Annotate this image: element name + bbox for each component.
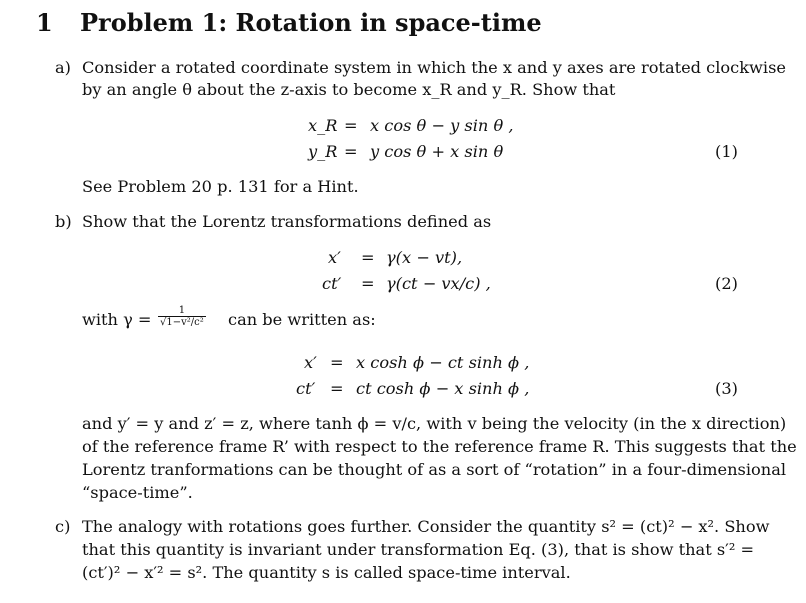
eq-hyperbolic-1-rhs: x cosh ϕ − ct sinh ϕ , [356,353,530,372]
part-b-paragraph-line-3: Lorentz tranformations can be thought of as a sort of “rotation” in a four-dimensional [82,460,787,479]
gamma-fraction [158,305,206,328]
hint-text: See Problem 20 p. 131 for a Hint. [82,177,359,196]
part-b-paragraph-line-2: of the reference frame R’ with respect to the reference frame R. This suggests that the [82,437,797,456]
equation-number-2: (2) [715,274,738,293]
eq1-lhs: x_R [308,116,338,135]
eq-hyperbolic-2-rel: = [330,379,344,398]
eq-lorentz-2-rel: = [361,274,375,293]
part-b-paragraph-line-1: and y′ = y and z′ = z, where tanh ϕ = v/c, with v being the velocity (in the x direction) [82,414,787,433]
eq-hyperbolic-2-rhs: ct cosh ϕ − x sinh ϕ , [356,379,530,398]
eq1-rel: = [344,116,358,135]
eq2-lhs: y_R [308,142,338,161]
part-c-line-2: that this quantity is invariant under transformation Eq. (3), that is show that s′² = [82,540,755,559]
eq2-rel: = [344,142,358,161]
part-b-intro: Show that the Lorentz transformations defined as [82,212,492,231]
eq-lorentz-2-rhs: γ(ct − vx/c) , [386,274,491,293]
gamma-numerator: 1 [158,305,206,317]
part-b-label: b) [55,212,72,231]
part-c-line-3: (ct′)² − x′² = s². The quantity s is called space-time interval. [82,563,571,582]
eq1-rhs: x cos θ − y sin θ , [370,116,514,135]
part-b-paragraph-line-4: “space-time”. [82,483,193,502]
eq-lorentz-1-rel: = [361,248,375,267]
eq-lorentz-1-lhs: x′ [328,248,341,267]
equation-number-3: (3) [715,379,738,398]
eq-hyperbolic-1-lhs: x′ [304,353,317,372]
eq-hyperbolic-1-rel: = [330,353,344,372]
gamma-denominator: √1−v²/c² [160,317,204,328]
eq-lorentz-2-lhs: ct′ [322,274,342,293]
section-number: 1 [36,8,53,37]
eq2-rhs: y cos θ + x sin θ [370,142,504,161]
gamma-definition-suffix: can be written as: [228,310,376,329]
eq-hyperbolic-2-lhs: ct′ [296,379,316,398]
part-a-line-1: Consider a rotated coordinate system in which the x and y axes are rotated clockwise [82,58,786,77]
part-a-line-2: by an angle θ about the z-axis to become x_R and y_R. Show that [82,80,616,99]
equation-number-1: (1) [715,142,738,161]
part-a-label: a) [55,58,71,77]
eq-lorentz-1-rhs: γ(x − vt), [386,248,463,267]
gamma-definition-prefix: with γ = [82,310,152,329]
part-c-label: c) [55,517,71,536]
part-c-line-1: The analogy with rotations goes further. Consider the quantity s² = (ct)² − x². Show [82,517,770,536]
section-title: Problem 1: Rotation in space-time [80,8,542,37]
